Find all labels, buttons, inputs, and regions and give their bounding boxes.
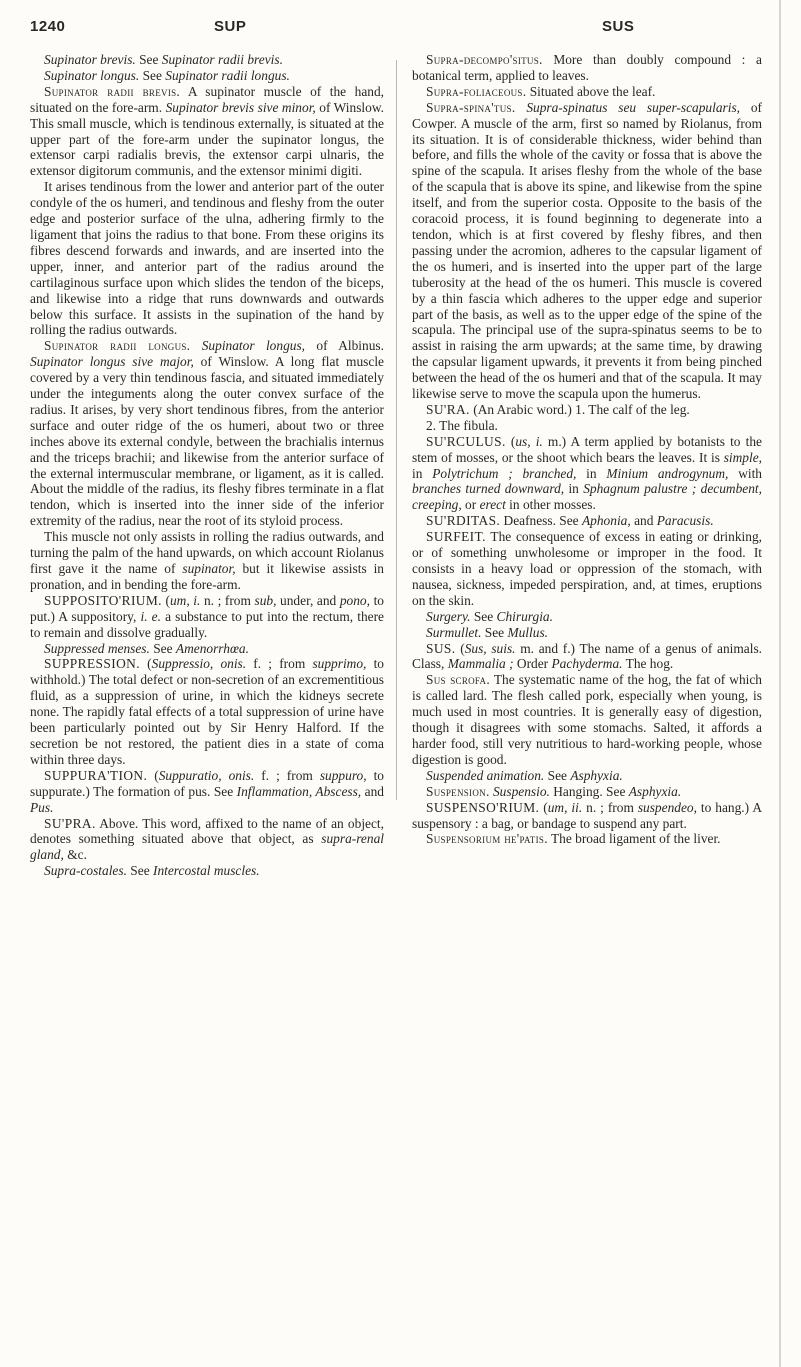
entry-suppression: SUPPRESSION. (Suppressio, onis. f. ; from supprimo, to withhold.) The total defect or non-secretion of an excrementitious fluid, as a suppression of urine, in which the kidneys secrete none. The rapidly fatal effects of a total suppression of urine have been particularly pointed out by Sir Henry Halford. If the secretion be not restored, the patient dies in a state of coma within three days. (30, 656, 384, 767)
entry-supinator-longus: Supinator longus. See Supinator radii longus. (44, 67, 290, 83)
entry-suppositorium: SUPPOSITO'RIUM. (um, i. n. ; from sub, under, and pono, to put.) A suppository, i. e. a substance to put into the rectum, there to remain and dissolve gradually. (30, 592, 384, 640)
right-column (412, 52, 762, 847)
left-guide-word: SUP (214, 18, 247, 35)
entry-suspensorium-hepatis: Suspensorium he'patis. The broad ligament of the liver. (426, 831, 721, 847)
entry-paragraph: It arises tendinous from the lower and anterior part of the outer condyle of the os humeri, and tendinous and fleshy from the outer edge and posterior surface of the ulna, adhering firmly to the ligament that joins the radius to that bone. From these origins its fibres descend forwards and inwards, and are inserted into the upper, inner, and anterior part of the radius around the cartilaginous surface upon which slides the tendon of the biceps, and likewise into a ridge that runs downwards and outwards below this surface. It assists in the supination of the hand by rolling the radius outwards. (30, 179, 384, 338)
entry-suppuration: SUPPURA'TION. (Suppuratio, onis. f. ; from suppuro, to suppurate.) The formation of pus. See Inflammation, Abscess, and Pus. (30, 767, 385, 815)
page-number: 1240 (30, 18, 66, 35)
entry-supinator-radii-brevis: Supinator radii brevis. A supinator muscle of the hand, situated on the fore-arm. Supinator brevis sive minor, of Winslow. This small muscle, which is tendinous externally, is situated at the upper part of the fore-arm under the supinator longus, the extensor carpi radialis brevis, the extensor carpi ulnaris, the extensor digitorum communis, and the extensor minimi digiti. (30, 83, 385, 179)
column-divider (396, 60, 397, 800)
entry-suspensorium: SUSPENSO'RIUM. (um, ii. n. ; from suspendeo, to hang.) A suspensory : a bag, or bandage to suspend any part. (412, 799, 762, 831)
entry-sus: SUS. (Sus, suis. m. and f.) The name of a genus of animals. Class, Mammalia ; Order Pachyderma. The hog. (412, 640, 763, 672)
entry-surculus: SU'RCULUS. (us, i. m.) A term applied by botanists to the stem of mosses, or the shoot which bears the leaves. It is simple, in Polytrichum ; branched, in Minium androgynum, with branches turned downward, in Sphagnum palustre ; decumbent, creeping, or erect in other mosses. (412, 433, 763, 513)
entry-suppressed-menses: Suppressed menses. See Amenorrhœa. (44, 640, 249, 656)
entry-paragraph: This muscle not only assists in rolling the radius outwards, and turning the palm of the hand upwards, on which account Riolanus first gave it the name of supinator, but it likewise assists in pronation, and in bending the fore-arm. (30, 529, 385, 592)
entry-supra-costales: Supra-costales. See Intercostal muscles. (44, 863, 260, 879)
entry-surmullet: Surmullet. See Mullus. (426, 624, 548, 640)
entry-surfeit: SURFEIT. The consequence of excess in eating or drinking, or of something unwholesome or improper in the food. It consists in a heavy load or oppression of the stomach, with nausea, sickness, impeded perspiration, and, at times, eruptions on the skin. (412, 529, 762, 608)
entry-supinator-radii-longus: Supinator radii longus. Supinator longus, of Albinus. Supinator longus sive major, of Winslow. A long flat muscle covered by a very thin tendinous fascia, and situated immediately under the integuments along the outer convex surface of the radius. It arises, by very short tendinous fibres, from the anterior surface and outer ridge of the os humeri, about two or three inches above its external condyle, between the brachialis internus and the triceps brachii; and likewise from the anterior surface of the external intermuscular membrane, or ligament, as it is called. About the middle of the radius, its fleshy fibres terminate in a flat tendon, which is inserted into the inner side of the inferior extremity of the radius, near the root of its styloid process. (30, 338, 384, 529)
entry-suspension: Suspension. Suspensio. Hanging. See Asphyxia. (426, 783, 682, 799)
entry-sura: SU'RA. (An Arabic word.) 1. The calf of the leg. (426, 401, 690, 417)
entry-supra-spinatus: Supra-spina'tus. Supra-spinatus seu super-scapularis, of Cowper. A muscle of the arm, first so named by Riolanus, from its situation. It is of considerable thickness, wider behind than before, and fills the whole of the cavity or fossa that is above the spine of the scapula. It arises fleshy from the whole of the base of the scapula that is above its spine, and likewise from the spine itself, and from the superior costa. Opposite to the basis of the coracoid process, it is found beginning to degenerate into a tendon, which is at first covered by fleshy fibres, and then passing under the acromion, adheres to the capsular ligament of the os humeri, and is inserted into the upper part of the large tuberosity at the head of the os humeri. This muscle is covered by a thin fascia which adheres to the upper edge and superior part of the basis, as well as to the upper edge of the spine of the scapula. The principal use of the supra-spinatus seems to be to assist in raising the arm upwards; at the same time, by drawing the capsular ligament upwards, it prevents it from being pinched between the head of the os humeri and that of the scapula. It may likewise serve to move the scapula upon the humerus. (412, 99, 762, 402)
right-guide-word: SUS (602, 18, 635, 35)
running-header (30, 18, 773, 40)
entry-surditas: SU'RDITAS. Deafness. See Aphonia, and Paracusis. (426, 513, 714, 529)
entry-sus-scrofa: Sus scrofa. The systematic name of the hog, the fat of which is called lard. The flesh called pork, especially when young, is much used in most countries. It is generally easy of digestion, though it disagrees with some stomachs. Salted, it affords a harder food, still very nutritious to hard-working people, whose digestion is good. (412, 672, 763, 767)
entry-sura-sense-2: 2. The fibula. (426, 417, 498, 433)
entry-surgery: Surgery. See Chirurgia. (426, 608, 553, 624)
page-edge (779, 0, 781, 1367)
entry-supra-foliaceous: Supra-foliaceous. Situated above the leaf. (426, 83, 656, 99)
entry-supra: SU'PRA. Above. This word, affixed to the name of an object, denotes something situated above that object, as supra-renal gland, &c. (30, 815, 384, 863)
entry-supinator-brevis: Supinator brevis. See Supinator radii brevis. (44, 52, 283, 67)
entry-suspended-animation: Suspended animation. See Asphyxia. (426, 767, 623, 783)
entry-supra-decompositus: Supra-decompo'situs. More than doubly compound : a botanical term, applied to leaves. (412, 52, 762, 83)
left-column (30, 52, 384, 879)
